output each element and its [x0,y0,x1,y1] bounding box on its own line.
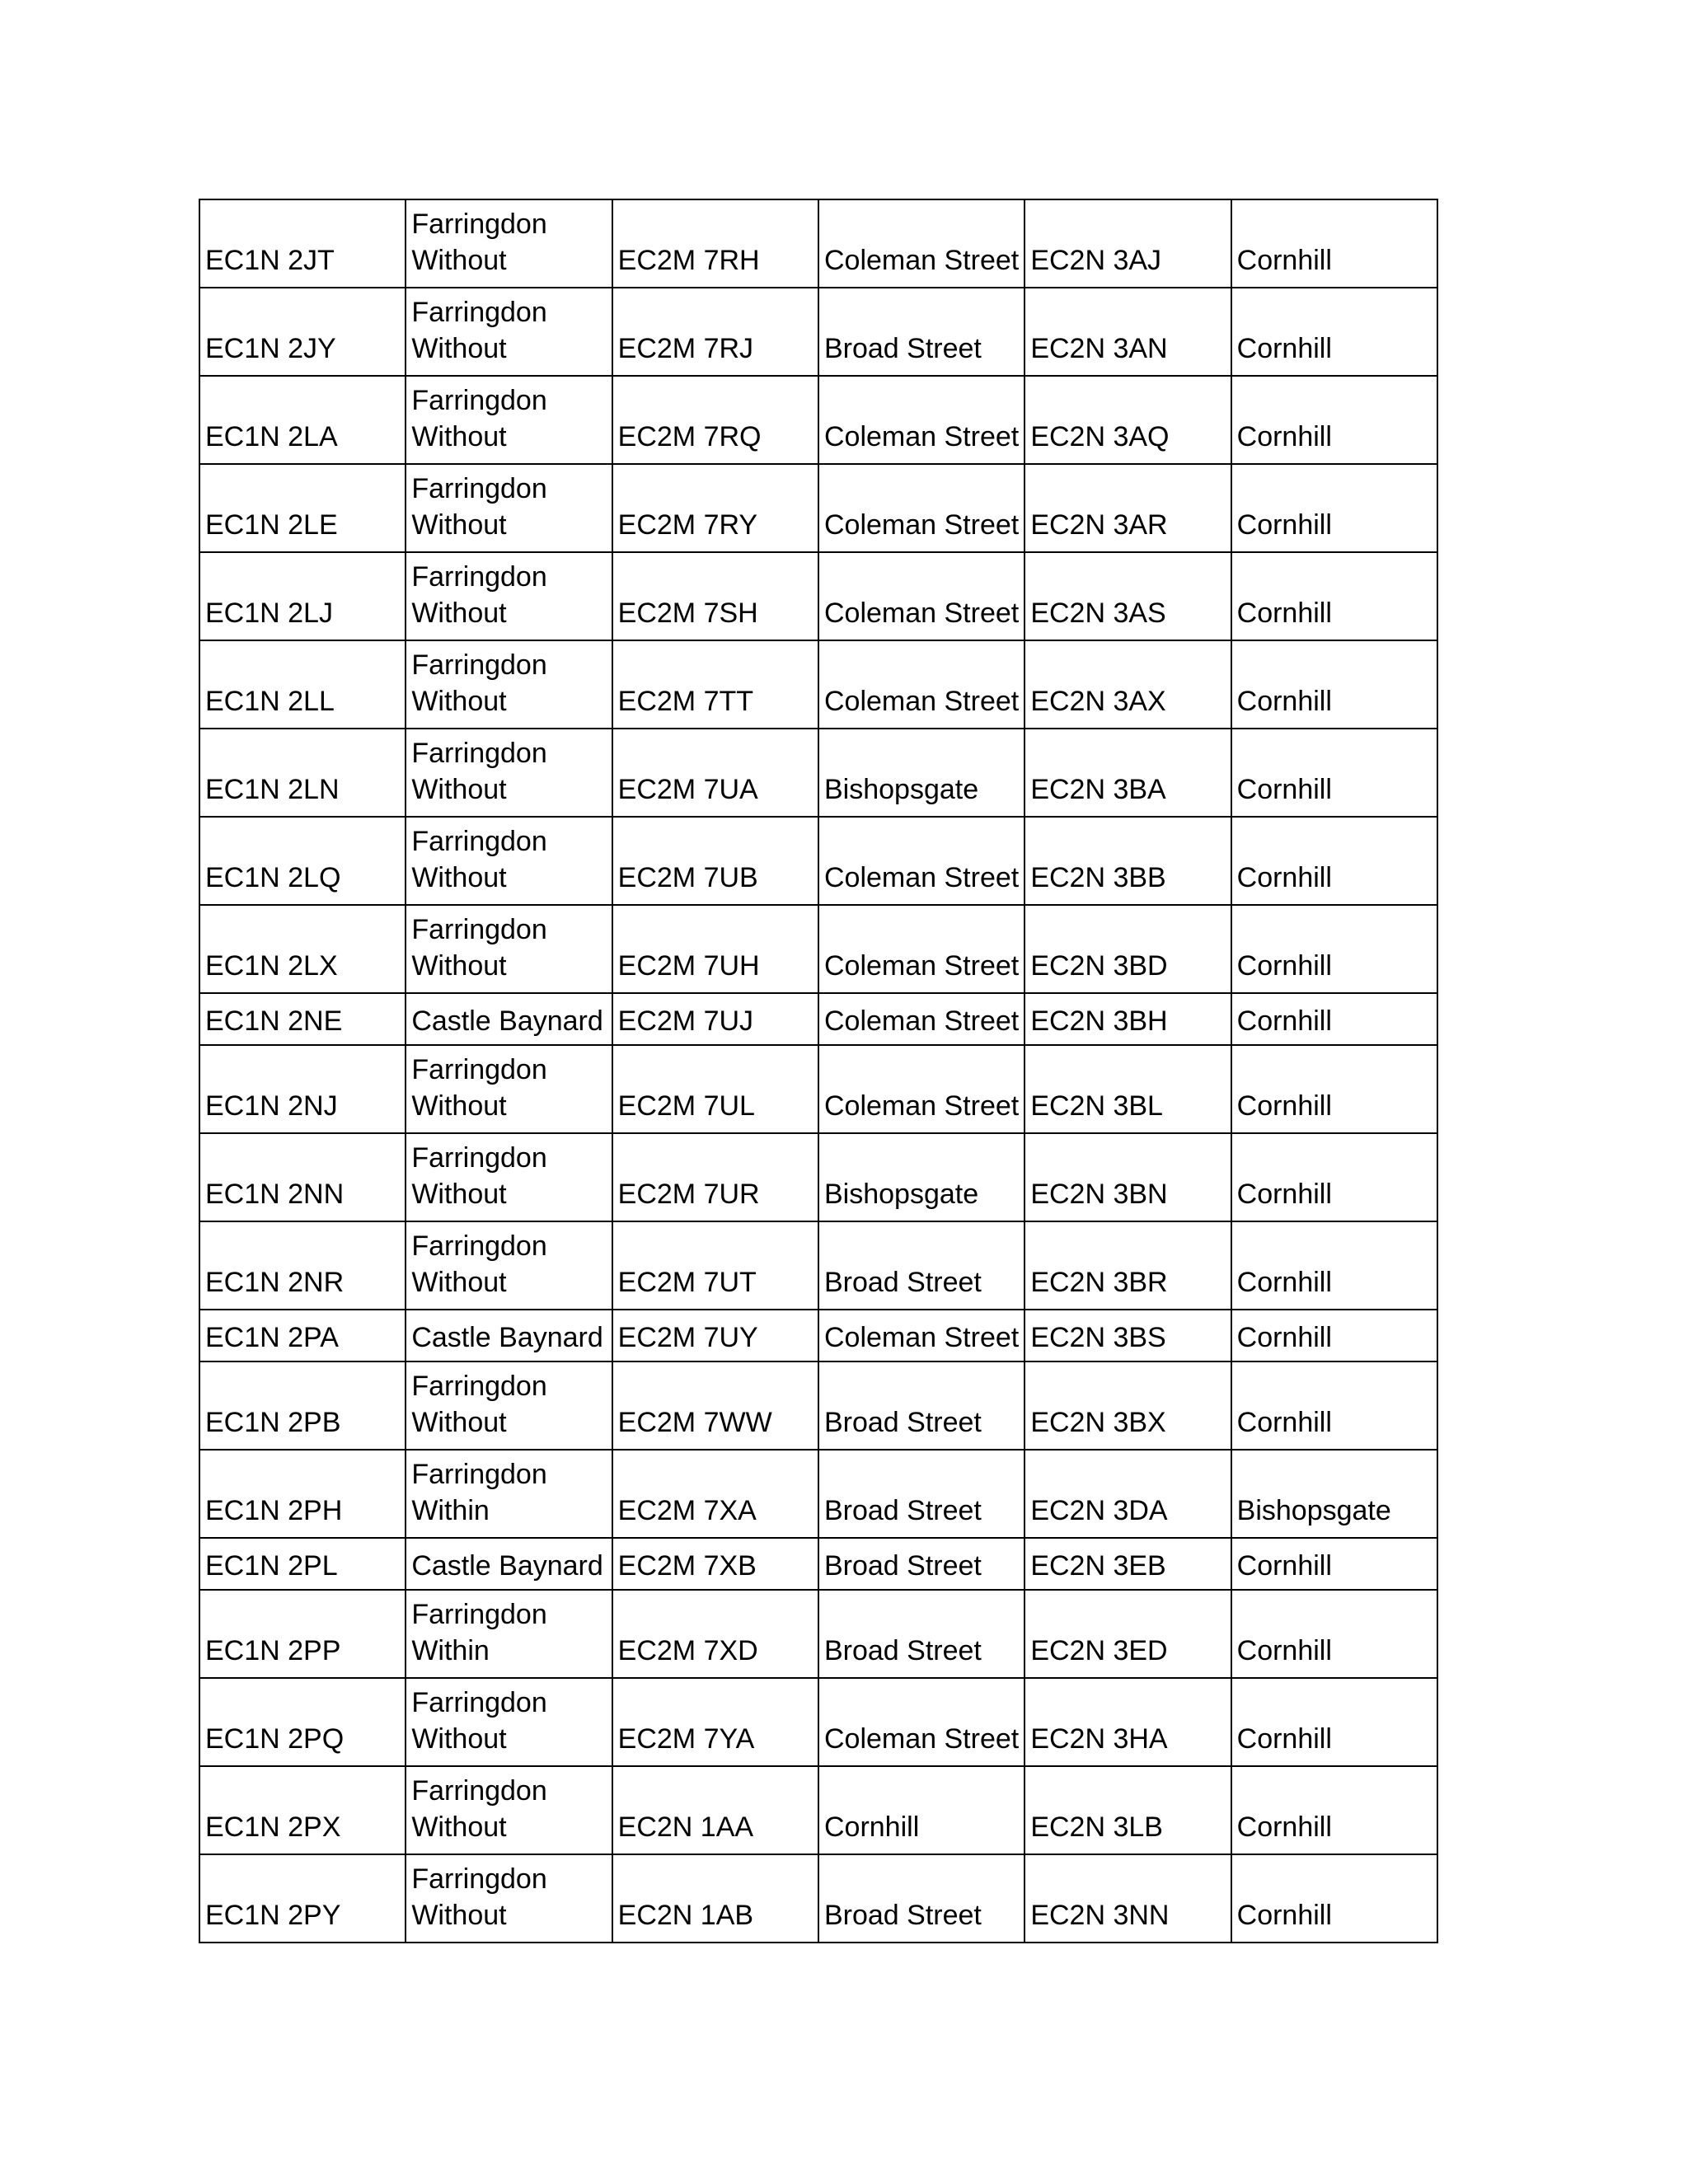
postcode-cell: EC2M 7RY [612,464,818,552]
ward-cell: Coleman Street [818,1678,1025,1766]
ward-cell: Farringdon Without [406,729,612,817]
ward-cell: Cornhill [1231,1590,1437,1678]
postcode-cell: EC2N 3NN [1025,1854,1231,1943]
table-row [199,817,1437,905]
postcode-cell: EC1N 2PQ [199,1678,406,1766]
ward-cell: Broad Street [818,1854,1025,1943]
table-row [199,1133,1437,1221]
postcode-cell: EC2N 3BS [1025,1310,1231,1361]
table-row [199,376,1437,464]
ward-cell: Farringdon Without [406,640,612,729]
table-row [199,905,1437,993]
postcode-cell: EC2N 1AA [612,1766,818,1854]
ward-cell: Farringdon Without [406,1045,612,1133]
ward-cell: Cornhill [1231,1310,1437,1361]
ward-cell: Coleman Street [818,376,1025,464]
postcode-cell: EC2N 3AR [1025,464,1231,552]
ward-cell: Farringdon Without [406,1133,612,1221]
postcode-cell: EC2M 7SH [612,552,818,640]
postcode-cell: EC2M 7UA [612,729,818,817]
postcode-cell: EC2N 3BH [1025,993,1231,1045]
ward-cell: Cornhill [1231,1221,1437,1310]
table-row [199,1590,1437,1678]
postcode-cell: EC1N 2NE [199,993,406,1045]
ward-cell: Cornhill [1231,817,1437,905]
ward-cell: Cornhill [1231,464,1437,552]
postcode-cell: EC2M 7UJ [612,993,818,1045]
ward-cell: Farringdon Within [406,1590,612,1678]
postcode-cell: EC1N 2NN [199,1133,406,1221]
ward-cell: Broad Street [818,1450,1025,1538]
ward-cell: Broad Street [818,1590,1025,1678]
ward-cell: Bishopsgate [818,1133,1025,1221]
postcode-cell: EC2M 7WW [612,1361,818,1450]
ward-cell: Cornhill [1231,288,1437,376]
ward-cell: Farringdon Within [406,1450,612,1538]
ward-cell: Cornhill [1231,1045,1437,1133]
ward-cell: Castle Baynard [406,1310,612,1361]
ward-cell: Farringdon Without [406,199,612,288]
postcode-cell: EC2N 3BL [1025,1045,1231,1133]
table-row [199,640,1437,729]
postcode-cell: EC2N 3BX [1025,1361,1231,1450]
ward-cell: Coleman Street [818,1310,1025,1361]
postcode-cell: EC2M 7XB [612,1538,818,1590]
ward-cell: Farringdon Without [406,552,612,640]
postcode-cell: EC2N 3HA [1025,1678,1231,1766]
postcode-cell: EC2N 3EB [1025,1538,1231,1590]
postcode-cell: EC1N 2PY [199,1854,406,1943]
ward-cell: Coleman Street [818,464,1025,552]
table-row [199,1221,1437,1310]
postcode-cell: EC2M 7UR [612,1133,818,1221]
postcode-cell: EC1N 2LA [199,376,406,464]
postcode-cell: EC1N 2NJ [199,1045,406,1133]
postcode-cell: EC2M 7UL [612,1045,818,1133]
postcode-cell: EC2N 3AX [1025,640,1231,729]
ward-cell: Coleman Street [818,817,1025,905]
postcode-cell: EC2M 7TT [612,640,818,729]
ward-cell: Broad Street [818,1221,1025,1310]
postcode-cell: EC2N 3BN [1025,1133,1231,1221]
ward-cell: Cornhill [1231,1766,1437,1854]
postcode-cell: EC1N 2LE [199,464,406,552]
postcode-cell: EC1N 2PP [199,1590,406,1678]
ward-cell: Cornhill [1231,1854,1437,1943]
ward-cell: Coleman Street [818,199,1025,288]
ward-cell: Broad Street [818,1361,1025,1450]
postcode-cell: EC1N 2PB [199,1361,406,1450]
ward-cell: Coleman Street [818,552,1025,640]
table-row [199,1361,1437,1450]
ward-cell: Cornhill [818,1766,1025,1854]
ward-cell: Coleman Street [818,1045,1025,1133]
table-row [199,1538,1437,1590]
table-row [199,1854,1437,1943]
postcode-cell: EC2N 1AB [612,1854,818,1943]
postcode-cell: EC2N 3BB [1025,817,1231,905]
postcode-cell: EC1N 2NR [199,1221,406,1310]
postcode-cell: EC2M 7RH [612,199,818,288]
postcode-cell: EC2M 7UH [612,905,818,993]
ward-cell: Farringdon Without [406,376,612,464]
postcode-cell: EC2M 7YA [612,1678,818,1766]
postcode-cell: EC2M 7XA [612,1450,818,1538]
ward-cell: Castle Baynard [406,1538,612,1590]
ward-cell: Cornhill [1231,552,1437,640]
ward-cell: Cornhill [1231,376,1437,464]
postcode-cell: EC2N 3AN [1025,288,1231,376]
ward-cell: Cornhill [1231,1538,1437,1590]
postcode-cell: EC2N 3DA [1025,1450,1231,1538]
postcode-cell: EC1N 2LL [199,640,406,729]
ward-cell: Cornhill [1231,1361,1437,1450]
ward-cell: Farringdon Without [406,1361,612,1450]
postcode-cell: EC1N 2JY [199,288,406,376]
ward-cell: Bishopsgate [818,729,1025,817]
postcode-cell: EC1N 2JT [199,199,406,288]
postcode-cell: EC1N 2PX [199,1766,406,1854]
ward-cell: Cornhill [1231,993,1437,1045]
ward-cell: Coleman Street [818,905,1025,993]
table-row [199,288,1437,376]
ward-cell: Broad Street [818,288,1025,376]
ward-cell: Farringdon Without [406,288,612,376]
ward-cell: Broad Street [818,1538,1025,1590]
ward-cell: Farringdon Without [406,1678,612,1766]
ward-cell: Cornhill [1231,199,1437,288]
ward-cell: Coleman Street [818,993,1025,1045]
postcode-cell: EC1N 2PA [199,1310,406,1361]
ward-cell: Cornhill [1231,1133,1437,1221]
postcode-cell: EC2N 3BR [1025,1221,1231,1310]
postcode-cell: EC1N 2PL [199,1538,406,1590]
ward-cell: Farringdon Without [406,464,612,552]
table-row [199,1310,1437,1361]
table-row [199,993,1437,1045]
postcode-cell: EC2N 3BA [1025,729,1231,817]
table-row [199,1450,1437,1538]
postcode-cell: EC2M 7UB [612,817,818,905]
postcode-cell: EC2M 7RJ [612,288,818,376]
table-row [199,1678,1437,1766]
postcode-cell: EC2M 7UT [612,1221,818,1310]
ward-cell: Coleman Street [818,640,1025,729]
ward-cell: Cornhill [1231,905,1437,993]
table-row [199,552,1437,640]
ward-cell: Castle Baynard [406,993,612,1045]
table-body [199,199,1437,1943]
table-row [199,1766,1437,1854]
postcode-cell: EC2N 3AQ [1025,376,1231,464]
table-row [199,199,1437,288]
postcode-cell: EC1N 2PH [199,1450,406,1538]
ward-cell: Bishopsgate [1231,1450,1437,1538]
ward-cell: Cornhill [1231,1678,1437,1766]
table-row [199,464,1437,552]
postcode-cell: EC2N 3BD [1025,905,1231,993]
ward-cell: Farringdon Without [406,905,612,993]
postcode-cell: EC2N 3AJ [1025,199,1231,288]
postcode-cell: EC1N 2LX [199,905,406,993]
postcode-cell: EC1N 2LJ [199,552,406,640]
postcode-cell: EC2N 3ED [1025,1590,1231,1678]
ward-cell: Cornhill [1231,640,1437,729]
postcode-ward-table [199,199,1438,1943]
ward-cell: Farringdon Without [406,1221,612,1310]
ward-cell: Farringdon Without [406,1766,612,1854]
postcode-cell: EC2M 7RQ [612,376,818,464]
ward-cell: Cornhill [1231,729,1437,817]
postcode-cell: EC1N 2LQ [199,817,406,905]
ward-cell: Farringdon Without [406,817,612,905]
postcode-cell: EC2M 7XD [612,1590,818,1678]
postcode-cell: EC2M 7UY [612,1310,818,1361]
ward-cell: Farringdon Without [406,1854,612,1943]
postcode-cell: EC2N 3AS [1025,552,1231,640]
table-row [199,1045,1437,1133]
postcode-cell: EC2N 3LB [1025,1766,1231,1854]
table-row [199,729,1437,817]
postcode-cell: EC1N 2LN [199,729,406,817]
